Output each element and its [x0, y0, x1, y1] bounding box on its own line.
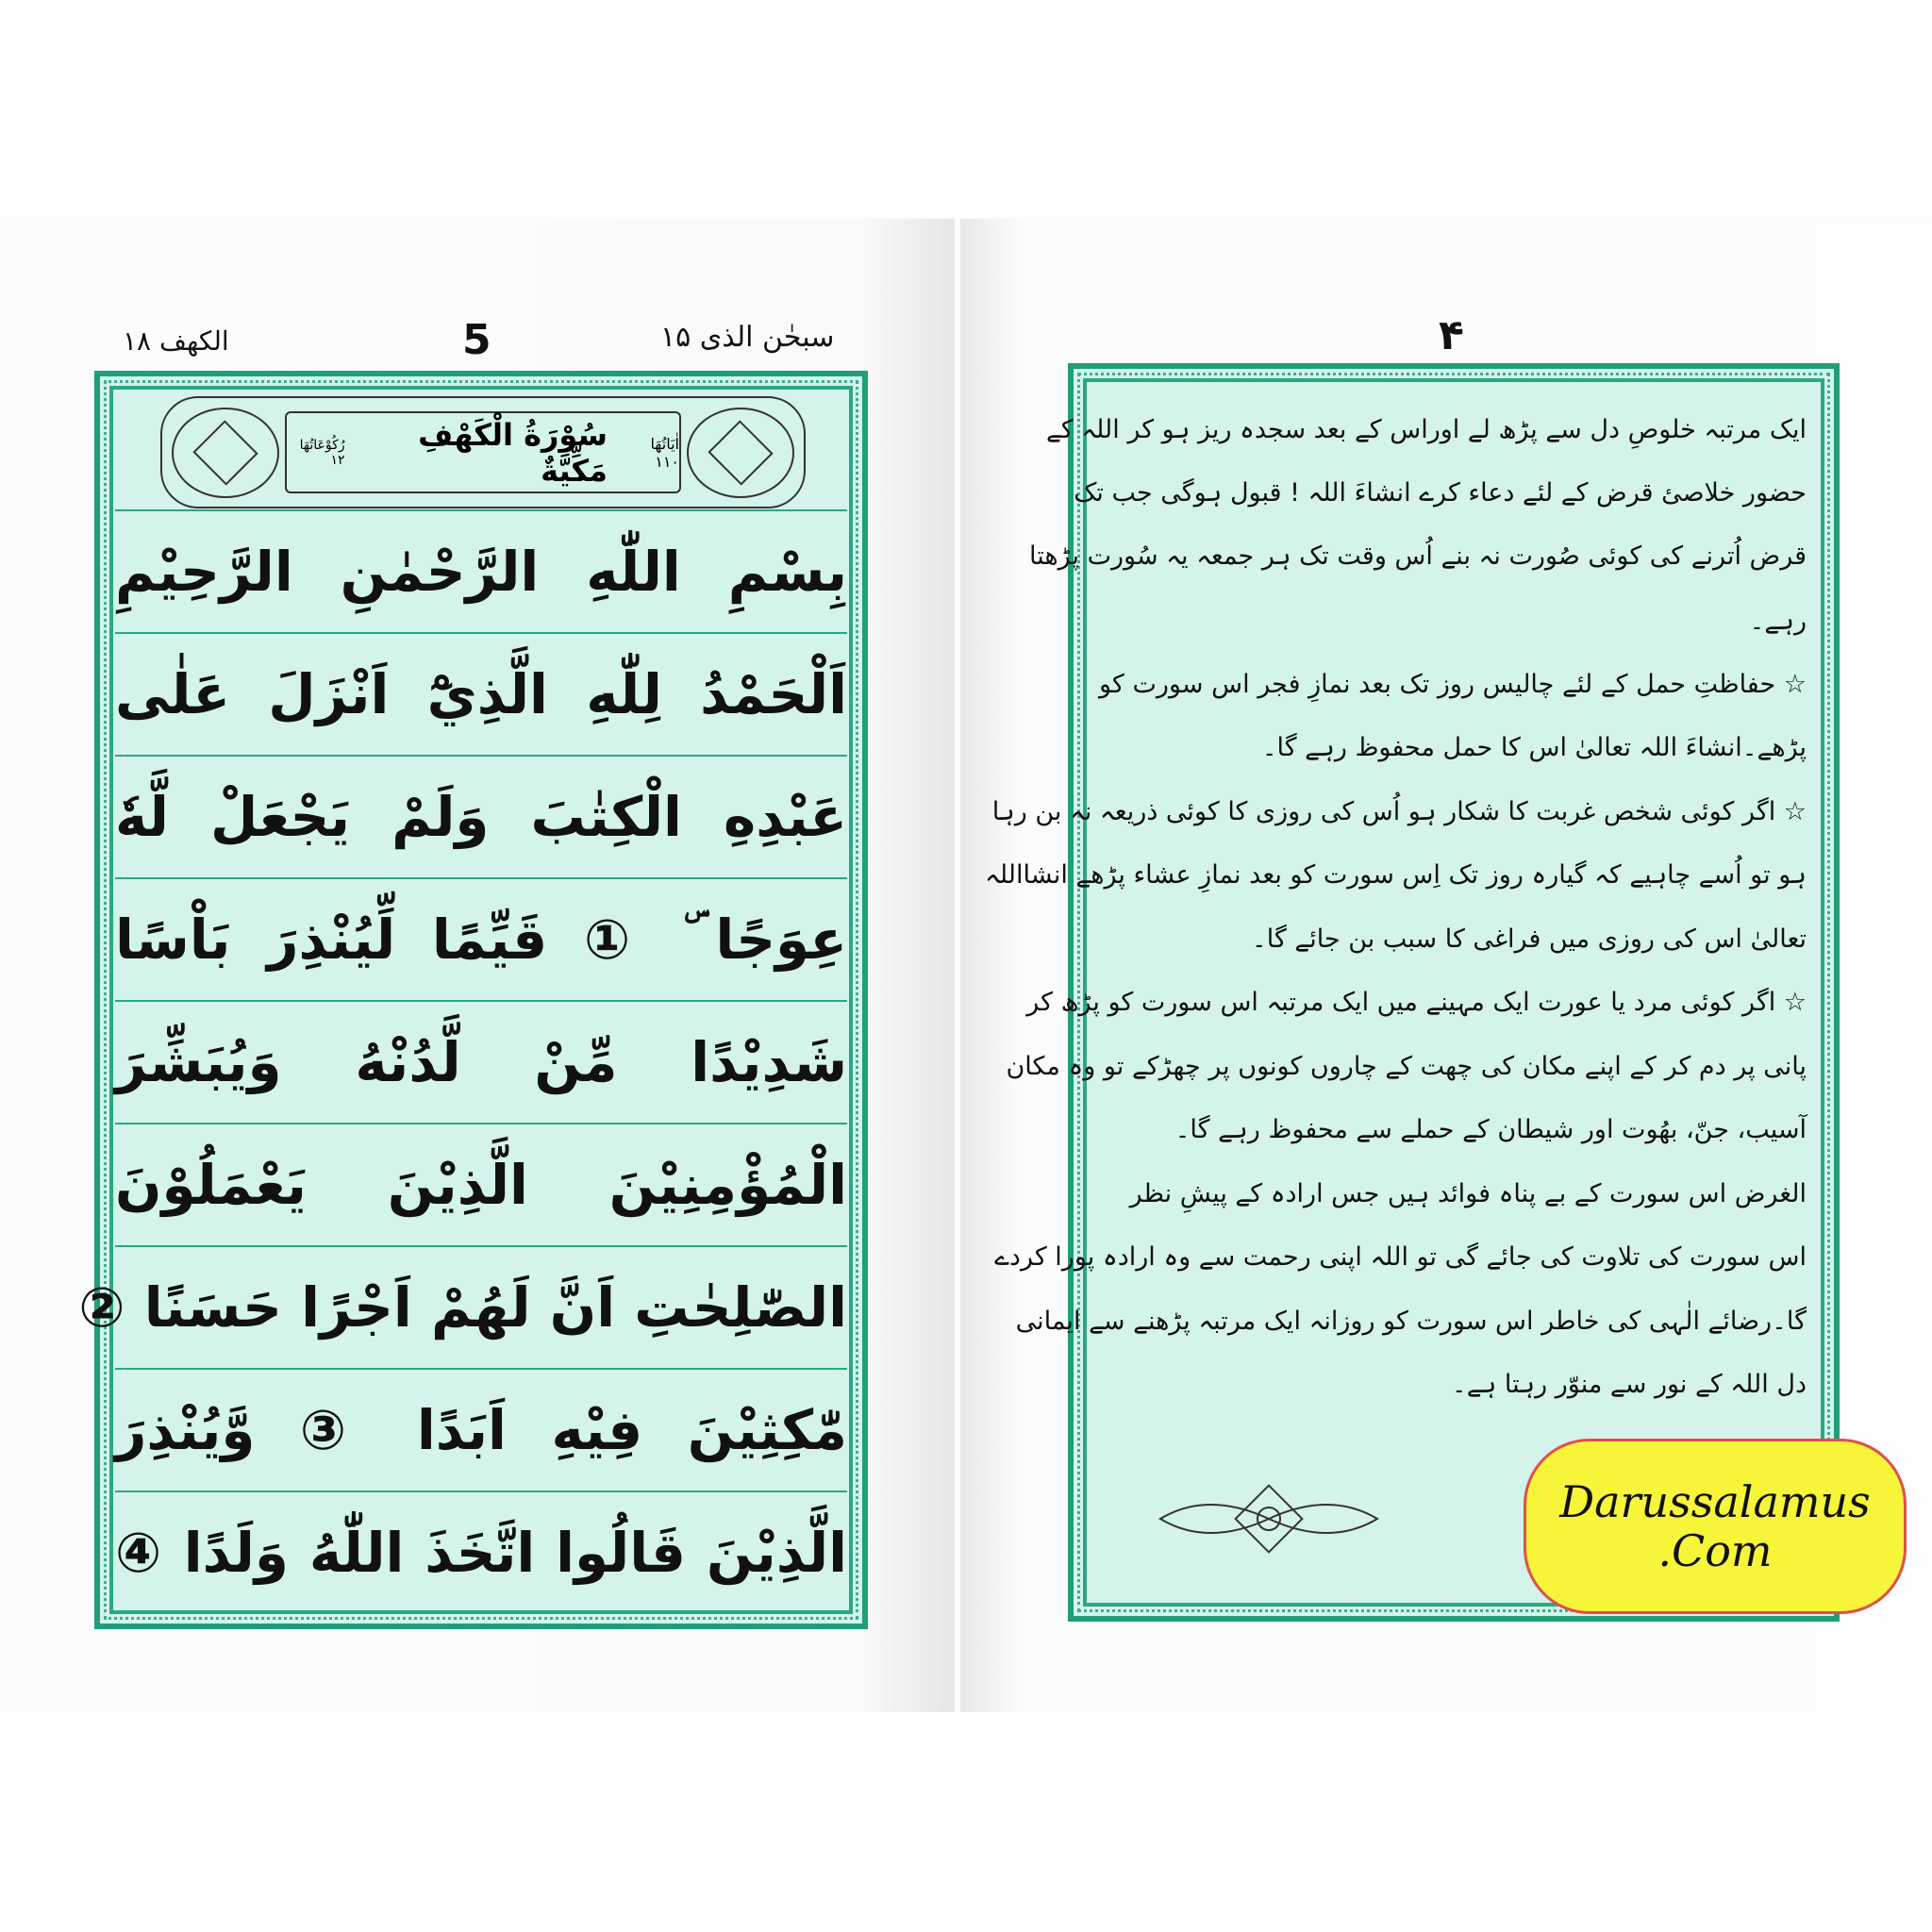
watermark-badge — [1524, 1439, 1907, 1614]
verse-line: الْمُؤْمِنِيْنَ الَّذِيْنَ يَعْمَلُوْنَ — [115, 1123, 847, 1245]
text-line: گا۔رضائے الٰہی کی خاطر اس سورت کو روزانہ ایک مرتبہ پڑھنے سے ایمانی — [1015, 1307, 1807, 1336]
ayat-count: اٰيَاتُهَا ۱۱۰ — [650, 434, 679, 471]
text-line: ہو تو اُسے چاہیے کہ گیارہ روز تک اِس سورت کو بعد نمازِ عشاء پڑھے انشااللہ — [985, 860, 1807, 890]
text-line: پانی پر دم کر کے اپنے مکان کی چھت کے چاروں کونوں پر چھڑکے تو وہ مکان — [1006, 1052, 1807, 1081]
verse-line: اَلْحَمْدُ لِلّٰهِ الَّذِيْٓ اَنْزَلَ عَلٰى — [115, 632, 847, 755]
text-line: پڑھے۔انشاءَ اللہ تعالیٰ اس کا حمل محفوظ رہے گا۔ — [1261, 733, 1807, 762]
ornament-icon — [172, 408, 279, 498]
text-line: الغرض اس سورت کے بے پناہ فوائد ہیں جس ارادہ کے پیشِ نظر — [1129, 1179, 1807, 1208]
text-line: دل اللہ کے نور سے منوّر رہتا ہے۔ — [1451, 1370, 1807, 1399]
verse-line: بِسْمِ اللّٰهِ الرَّحْمٰنِ الرَّحِيْمِ — [115, 509, 847, 632]
text-line: قرض اُترنے کی کوئی صُورت نہ بنے اُس وقت تک ہر جمعہ یہ سُورت پڑھتا — [1028, 541, 1807, 571]
text-line: ایک مرتبہ خلوصِ دل سے پڑھ لے اوراس کے بعد سجدہ ریز ہو کر اللہ کے — [1046, 415, 1807, 444]
ornament-icon — [687, 408, 794, 498]
page-number-right: ۴ — [1439, 311, 1464, 359]
end-ornament-icon — [1151, 1481, 1387, 1557]
text-line: آسیب، جنّ، بھُوت اور شیطان کے حملے سے محفوظ رہے گا۔ — [1174, 1115, 1807, 1144]
text-line: ☆ اگر کوئی مرد یا عورت ایک مہینے میں ایک مرتبہ اس سورت کو پڑھ کر — [1026, 988, 1807, 1017]
verse-line: عِوَجًا ۜ ① قَيِّمًا لِّيُنْذِرَ بَاْسًا — [115, 877, 847, 1000]
text-line: رہے۔ — [1749, 607, 1807, 636]
verse-line: الصّٰلِحٰتِ اَنَّ لَهُمْ اَجْرًا حَسَنًا ② — [115, 1245, 847, 1368]
watermark-line1: Darussalamus — [1559, 1476, 1871, 1527]
text-line: حضور خلاصئ قرض کے لئے دعاء کرے انشاءَ اللہ ! قبول ہوگی جب تک — [1074, 478, 1807, 508]
text-line: تعالیٰ اس کی روزی میں فراغی کا سبب بن جائے گا۔ — [1251, 924, 1807, 954]
page-number-left: 5 — [462, 316, 491, 364]
text-line: ☆ اگر کوئی شخص غربت کا شکار ہو اُس کی روزی کا کوئی ذریعہ نہ بن رہا — [991, 797, 1807, 826]
watermark-line2: .Com — [1657, 1525, 1773, 1576]
verse-line: عَبْدِهِ الْكِتٰبَ وَلَمْ يَجْعَلْ لَّهٗ — [115, 755, 847, 877]
verse-line: شَدِيْدًا مِّنْ لَّدُنْهُ وَيُبَشِّرَ — [115, 1000, 847, 1123]
text-line: اس سورت کی تلاوت کی جائے گی تو اللہ اپنی رحمت سے وہ ارادہ پورا کردے — [994, 1242, 1807, 1272]
ruku-count: رُكُوْعَاتُهَا ۱۲ — [299, 437, 345, 468]
header-juz: سبحٰن الذی ۱۵ — [660, 321, 835, 354]
surah-title: سُوْرَةُ الْكَهْفِ مَكِّيَّةٌ — [418, 416, 608, 489]
verse-line: الَّذِيْنَ قَالُوا اتَّخَذَ اللّٰهُ وَلَدًا ④ — [115, 1491, 847, 1613]
surah-title-cartouche — [160, 396, 806, 508]
verse-line: مّٰكِثِيْنَ فِيْهِ اَبَدًا ③ وَّيُنْذِرَ — [115, 1368, 847, 1491]
header-surah: الکهف ۱۸ — [123, 325, 229, 357]
text-line: ☆ حفاظتِ حمل کے لئے چالیس روز تک بعد نمازِ فجر اس سورت کو — [1099, 670, 1807, 699]
